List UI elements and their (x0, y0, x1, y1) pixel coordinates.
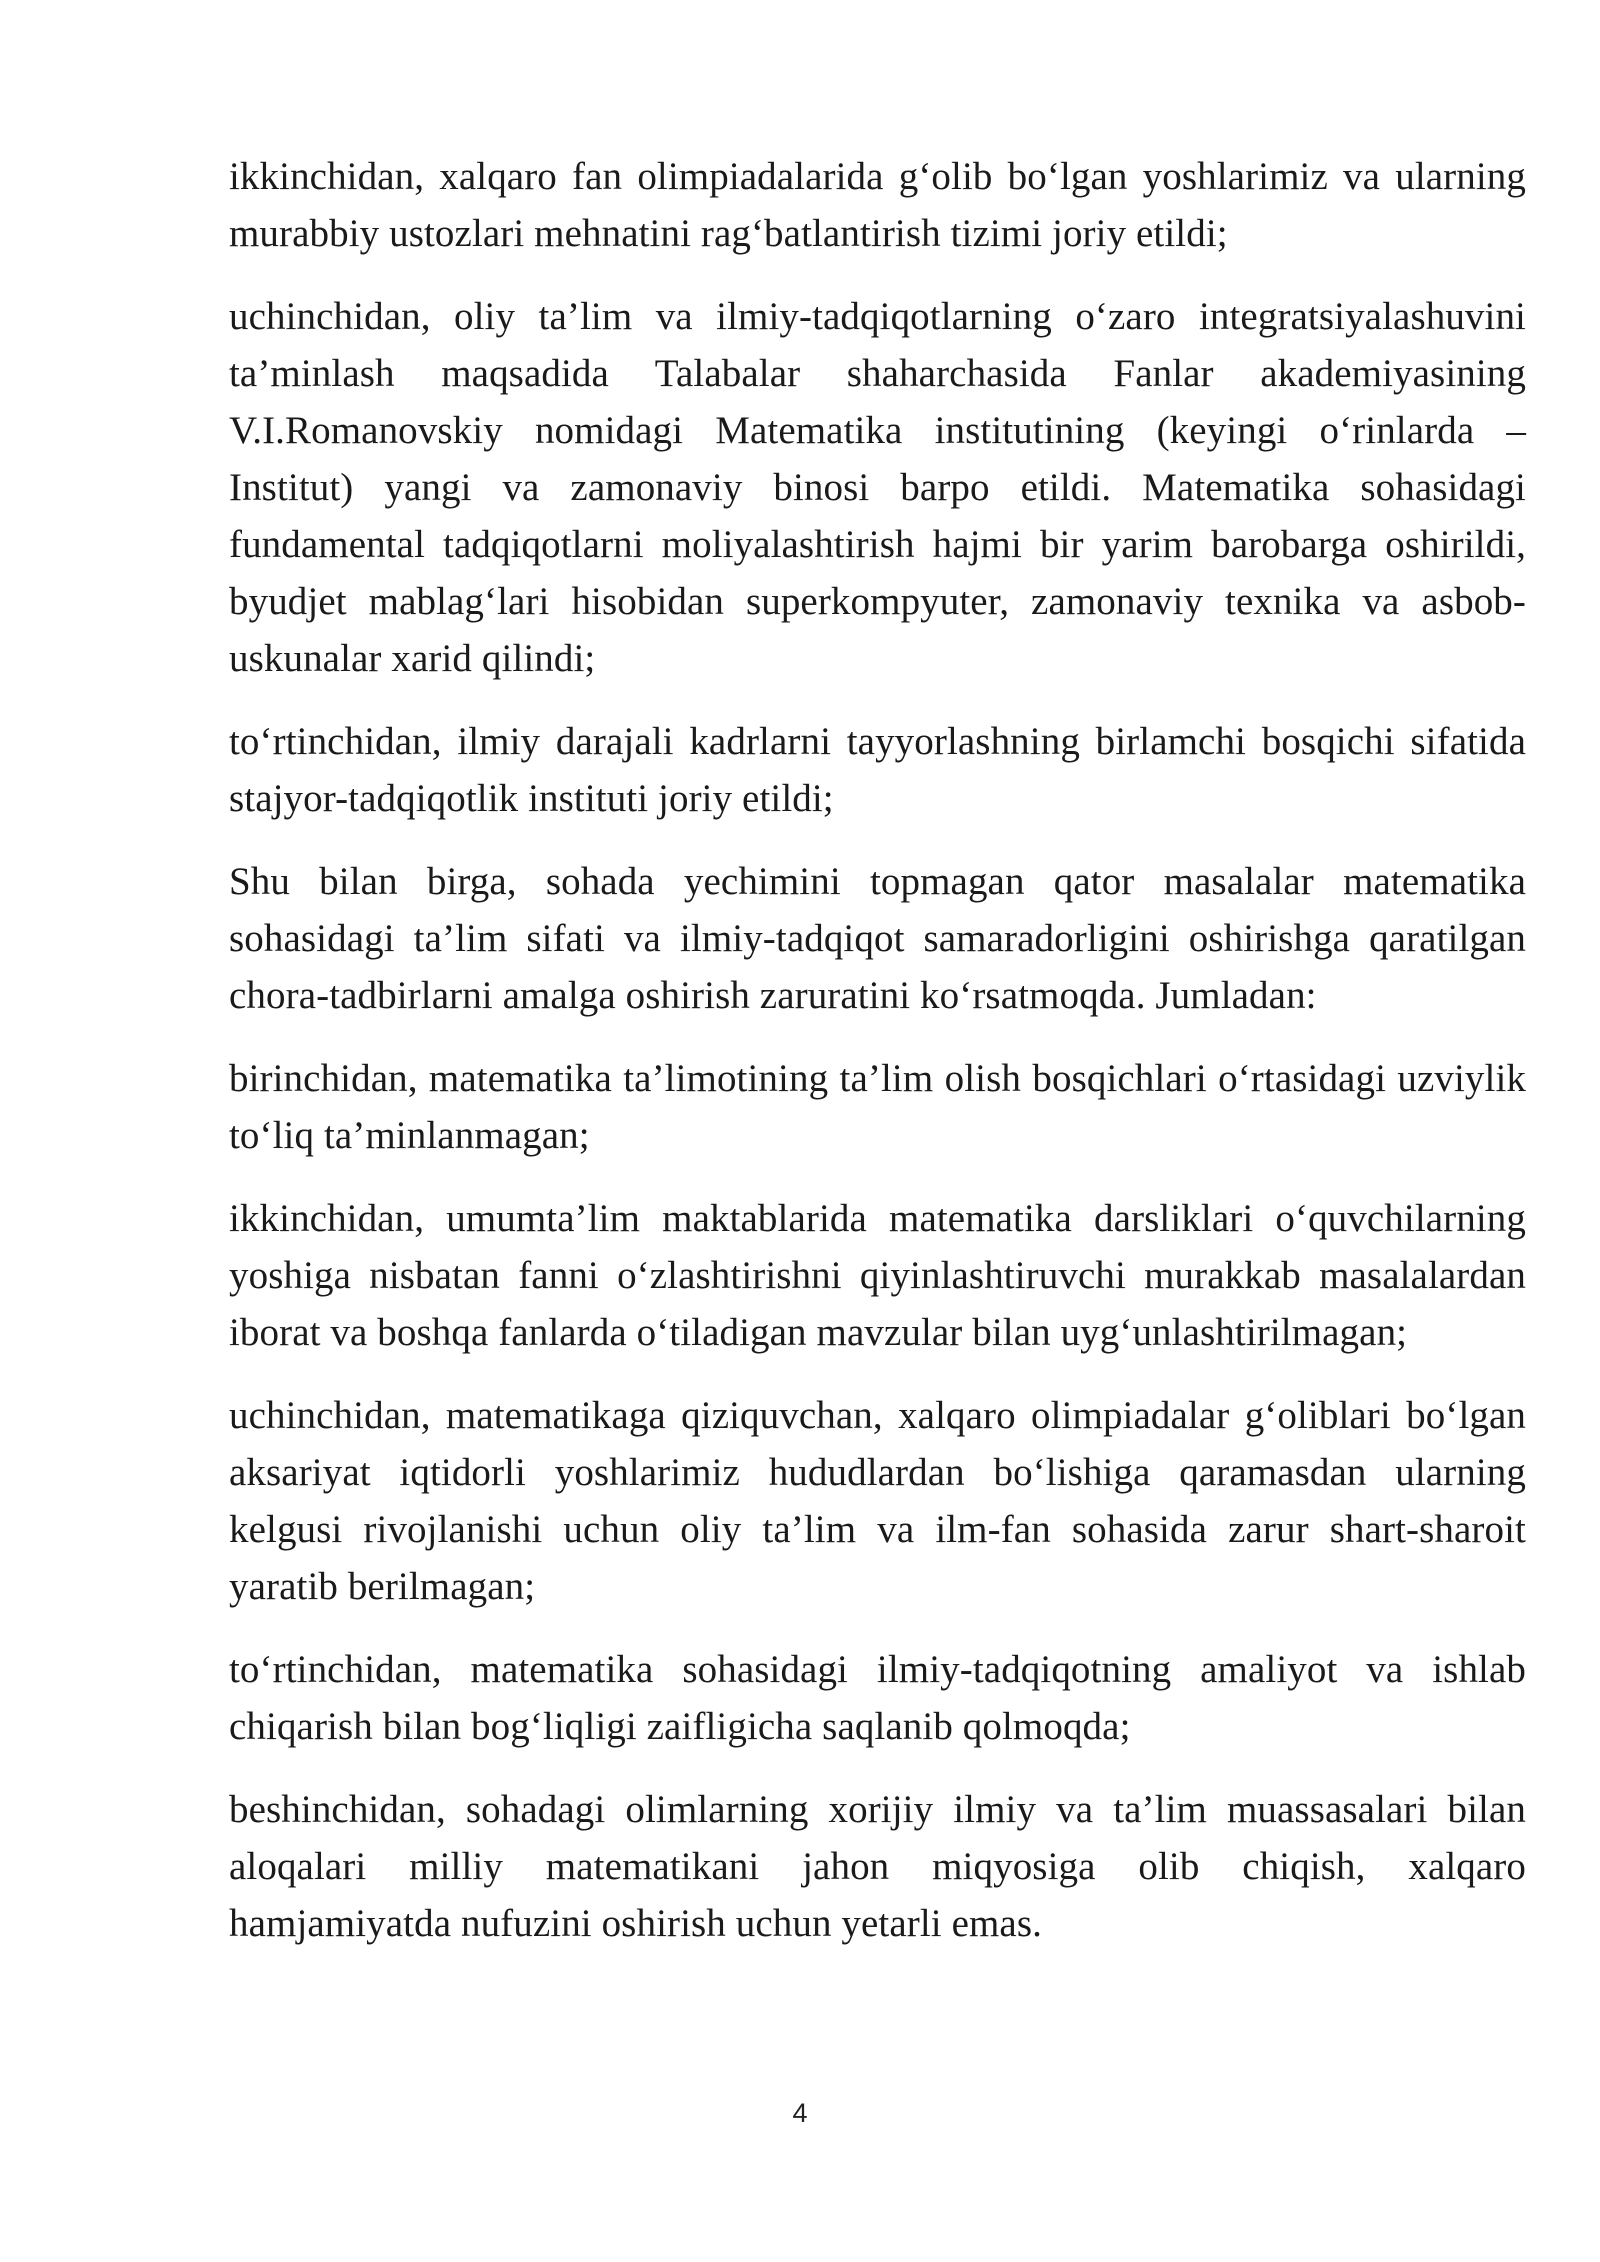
paragraph-shu-bilan-birga: Shu bilan birga, sohada yechimini topmagan qator masalalar matematika sohasidagi ta’lim sifati va ilmiy-tadqiqot samaradorligini oshirishga qaratilgan chora-tadbirlarni amalga oshirish zaruratini ko‘rsatmoqda. Jumladan: (229, 860, 1526, 1017)
paragraph-beshinchidan-aloqalar: beshinchidan, sohadagi olimlarning xorijiy ilmiy va ta’lim muassasalari bilan aloqalari milliy matematikani jahon miqyosiga olib chiqish, xalqaro hamjamiyatda nufuzini oshirish uchun yetarli emas. (229, 1788, 1526, 1945)
paragraph-ikkinchidan-darsliklar: ikkinchidan, umumta’lim maktablarida matematika darsliklari o‘quvchilarning yoshiga nisbatan fanni o‘zlashtirishni qiyinlashtiruvchi murakkab masalalardan iborat va boshqa fanlarda o‘tiladigan mavzular bilan uyg‘unlashtirilmagan; (229, 1197, 1526, 1354)
paragraph-tortinchidan-kadrlar: to‘rtinchidan, ilmiy darajali kadrlarni tayyorlashning birlamchi bosqichi sifatida stajyor-tadqiqotlik instituti joriy etildi; (229, 720, 1526, 820)
paragraph-uchinchidan-integratsiya: uchinchidan, oliy ta’lim va ilmiy-tadqiqotlarning o‘zaro integratsiyalashuvini ta’minlash maqsadida Talabalar shaharchasida Fanlar akademiyasining V.I.Romanovskiy nomidagi Matematika institutining (keyingi o‘rinlarda – Institut) yangi va zamonaviy binosi barpo etildi. Matematika sohasidagi fundamental tadqiqotlarni moliyalashtirish hajmi bir yarim barobarga oshirildi, byudjet mablag‘lari hisobidan superkompyuter, zamonaviy texnika va asbob-uskunalar xarid qilindi; (229, 295, 1526, 680)
page-number: 4 (792, 2098, 808, 2128)
paragraph-uchinchidan-yoshlar: uchinchidan, matematikaga qiziquvchan, xalqaro olimpiadalar g‘oliblari bo‘lgan aksariyat iqtidorli yoshlarimiz hududlardan bo‘lishiga qaramasdan ularning kelgusi rivojlanishi uchun oliy ta’lim va ilm-fan sohasida zarur shart-sharoit yaratib berilmagan; (229, 1394, 1526, 1608)
paragraph-birinchidan-uzviylik: birinchidan, matematika ta’limotining ta’lim olish bosqichlari o‘rtasidagi uzviylik to‘liq ta’minlanmagan; (229, 1057, 1526, 1157)
document-page (229, 148, 1526, 1978)
paragraph-ikkinchidan-olimpiada: ikkinchidan, xalqaro fan olimpiadalarida g‘olib bo‘lgan yoshlarimiz va ularning murabbiy ustozlari mehnatini rag‘batlantirish tizimi joriy etildi; (229, 155, 1526, 255)
paragraph-tortinchidan-amaliyot: to‘rtinchidan, matematika sohasidagi ilmiy-tadqiqotning amaliyot va ishlab chiqarish bilan bog‘liqligi zaifligicha saqlanib qolmoqda; (229, 1648, 1526, 1748)
